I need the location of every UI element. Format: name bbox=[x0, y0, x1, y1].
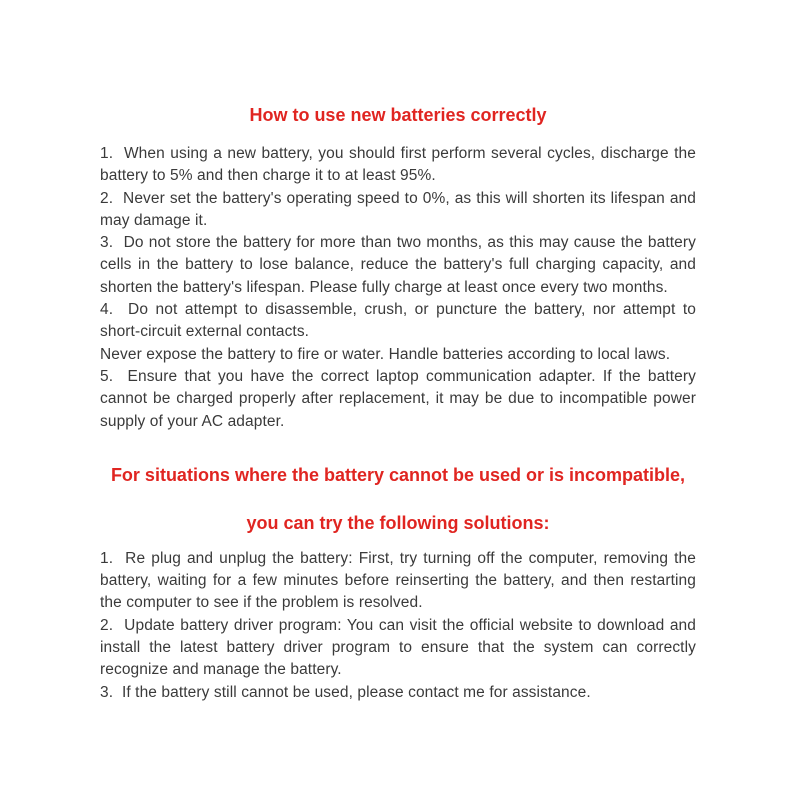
solution-step-3: 3. If the battery still cannot be used, please contact me for assistance. bbox=[100, 683, 591, 701]
troubleshooting-section-title-line1: For situations where the battery cannot be used or is incompatible, bbox=[110, 464, 686, 485]
usage-section-title: How to use new batteries correctly bbox=[249, 105, 547, 125]
usage-step-1: 1. When using a new battery, you should first perform several cycles, discharge the battery to 5% and then charge it to at least 95%. bbox=[100, 145, 701, 185]
usage-step-2: 2. Never set the battery's operating speed to 0%, as this will shorten its lifespan and may damage it. bbox=[100, 189, 701, 229]
battery-instructions-document bbox=[100, 104, 701, 704]
troubleshooting-section-title-line2: you can try the following solutions: bbox=[246, 512, 550, 533]
usage-step-3: 3. Do not store the battery for more than two months, as this may cause the battery cells in the battery to lose balance, reduce the battery's full charging capacity, and shorten the battery's lifespan. Please fully charge at least once every two months. bbox=[100, 234, 701, 296]
usage-step-5: 5. Ensure that you have the correct laptop communication adapter. If the battery cannot be charged properly after replacement, it may be due to incompatible power supply of your AC adapter. bbox=[100, 367, 701, 430]
solution-step-1: 1. Re plug and unplug the battery: First, try turning off the computer, removing the battery, waiting for a few minutes before reinserting the battery, and then restarting the computer to see if the problem is resolved. bbox=[100, 549, 701, 612]
usage-step-4: 4. Do not attempt to disassemble, crush, or puncture the battery, nor attempt to short-circuit external contacts. bbox=[100, 301, 701, 341]
usage-step-4-note: Never expose the battery to fire or water. Handle batteries according to local laws. bbox=[100, 345, 671, 363]
troubleshooting-section-body bbox=[100, 548, 701, 704]
usage-section-body bbox=[100, 143, 701, 433]
solution-step-2: 2. Update battery driver program: You can visit the official website to download and install the latest battery driver program to ensure that the system can correctly recognize and manage the battery. bbox=[100, 616, 701, 679]
